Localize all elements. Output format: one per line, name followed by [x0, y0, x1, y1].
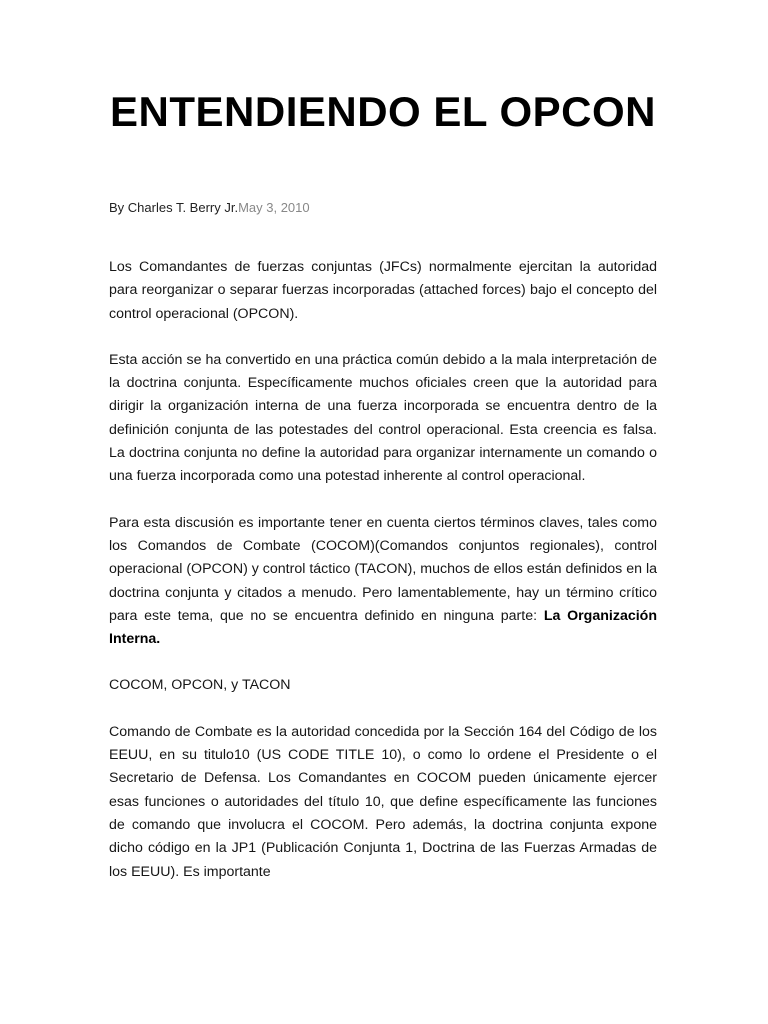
paragraph-4: Comando de Combate es la autoridad concedida por la Sección 164 del Código de los EEUU, en su titulo10 (US CODE TITLE 10), o como lo ordene el Presidente o el Secretario de Defensa. Los Comandantes en COCOM pueden únicamente ejercer esas funciones o autoridades del título 10, que define específicamente las funciones de comando que involucra el COCOM. Pero además, la doctrina conjunta expone dicho código en la JP1 (Publicación Conjunta 1, Doctrina de las Fuerzas Armadas de los EEUU). Es importante [109, 723, 657, 880]
publish-date: May 3, 2010 [238, 200, 310, 215]
author-name: By Charles T. Berry Jr. [109, 200, 239, 215]
paragraph-3 [109, 512, 657, 652]
paragraph-3-text: Para esta discusión es importante tener en cuenta ciertos términos claves, tales como los Comandos de Combate (COCOM)(Comandos conjuntos regionales), control operacional (OPCON) y control táctico (TACON), muchos de ellos están definidos en la doctrina conjunta y citados a menudo. Pero lamentablemente, hay un término crítico para este tema, que no se encuentra definido en ninguna parte: [109, 514, 657, 624]
bold-term: La Organización Interna. [109, 607, 657, 648]
paragraph-2: Esta acción se ha convertido en una práctica común debido a la mala interpretación de la doctrina conjunta. Específicamente muchos oficiales creen que la autoridad para dirigir la organización interna de una fuerza incorporada se encuentra dentro de la definición conjunta de las potestades del control operacional. Esta creencia es falsa. La doctrina conjunta no define la autoridad para organizar internamente un comando o una fuerza incorporada como una potestad inherente al control operacional. [109, 351, 657, 485]
paragraph-1: Los Comandantes de fuerzas conjuntas (JFCs) normalmente ejercitan la autoridad para reorganizar o separar fuerzas incorporadas (attached forces) bajo el concepto del control operacional (OPCON). [109, 259, 657, 322]
section-heading: COCOM, OPCON, y TACON [109, 677, 291, 694]
byline [109, 199, 310, 217]
document-title: ENTENDIENDO EL OPCON [110, 88, 656, 135]
article-body [109, 256, 657, 907]
